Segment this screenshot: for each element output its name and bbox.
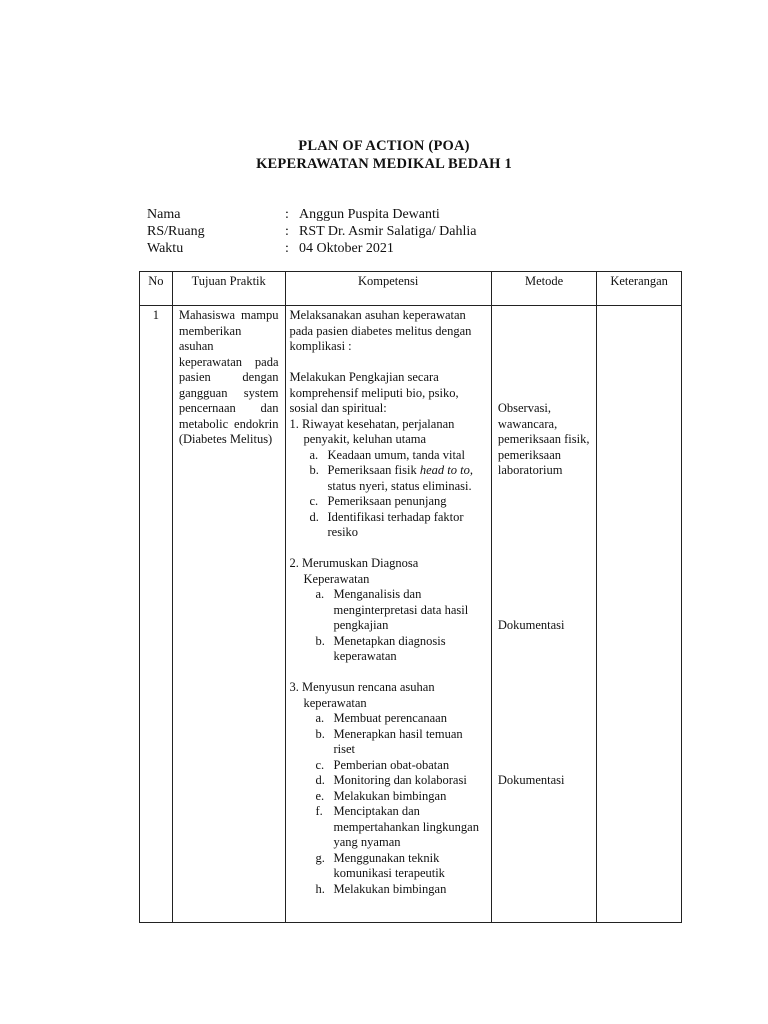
list-letter: a.: [309, 447, 319, 462]
list-text: Melakukan bimbingan: [333, 881, 447, 896]
list-letter: a.: [315, 711, 325, 725]
list-text: Menciptakan dan mempertahankan lingkungan yang nyaman: [333, 804, 479, 849]
list-letter: f.: [315, 804, 323, 818]
list-text: Menerapkan hasil temuan riset: [333, 726, 463, 756]
info-value: Anggun Puspita Dewanti: [299, 207, 440, 222]
info-row-waktu: [147, 240, 476, 257]
list-item: [316, 851, 487, 882]
metode-item: Dokumentasi: [497, 618, 565, 632]
list-letter: a.: [315, 587, 325, 601]
kompetensi-intro: Melaksanakan asuhan keperawatan pada pasien diabetes melitus dengan komplikasi :: [289, 308, 472, 353]
info-colon: :: [285, 224, 289, 239]
list-letter: c.: [309, 494, 319, 508]
list-letter: d.: [315, 773, 325, 787]
cell-tujuan: Mahasiswa mampu memberikan asuhan keperawatan pada pasien dengan gangguan system pencernaan dan metabolic endokrin (Diabetes Melitus): [172, 306, 285, 923]
list-item: [316, 773, 487, 789]
table-header-row: [140, 272, 682, 306]
table-row: [140, 306, 682, 923]
info-label: RS/Ruang: [147, 224, 205, 239]
cell-kompetensi: [285, 306, 491, 923]
cell-keterangan: [597, 306, 682, 923]
list-text: Menggunakan teknik komunikasi terapeutik: [333, 850, 445, 880]
item1-sublist: [290, 448, 487, 541]
list-text: Pemeriksaan penunjang: [327, 494, 447, 508]
list-letter: b.: [315, 633, 325, 648]
metode-item: Observasi, wawancara, pemeriksaan fisik, pemeriksaan laboratorium: [497, 401, 590, 477]
header-kompetensi: Kompetensi: [285, 272, 491, 306]
list-text: [328, 463, 487, 494]
list-text: Keadaan umum, tanda vital: [327, 447, 465, 462]
kompetensi-item-2: 2. Merumuskan Diagnosa Keperawatan: [289, 556, 419, 586]
cell-metode: [491, 306, 596, 923]
list-item: [310, 448, 487, 464]
info-value: RST Dr. Asmir Salatiga/ Dahlia: [299, 224, 477, 239]
list-text: Pemberian obat-obatan: [333, 757, 450, 772]
list-text-part: Pemeriksaan fisik: [327, 463, 420, 477]
header-metode: Metode: [491, 272, 596, 306]
metode-item: Dokumentasi: [497, 773, 565, 787]
list-text: Menetapkan diagnosis keperawatan: [333, 633, 446, 663]
list-text: Identifikasi terhadap faktor resiko: [327, 509, 464, 539]
header-tujuan: Tujuan Praktik: [172, 272, 285, 306]
info-colon: :: [285, 207, 289, 222]
list-text-italic: head to to,: [419, 463, 473, 477]
list-letter: d.: [309, 509, 319, 524]
info-label: Waktu: [147, 241, 184, 256]
cell-no: 1: [140, 306, 173, 923]
list-item: [316, 758, 487, 774]
list-letter: h.: [315, 881, 325, 896]
kompetensi-item-1: 1. Riwayat kesehatan, perjalanan penyakit, keluhan utama: [289, 416, 455, 446]
list-item: [316, 587, 487, 634]
list-item: [316, 804, 487, 851]
item2-sublist: [290, 587, 487, 665]
list-text-part: status nyeri, status eliminasi.: [327, 478, 472, 493]
list-text: Membuat perencanaan: [333, 711, 447, 725]
info-label: Nama: [147, 207, 181, 222]
list-item: [310, 463, 487, 494]
list-item: [310, 510, 487, 541]
list-text: Monitoring dan kolaborasi: [333, 773, 467, 787]
list-text: Melakukan bimbingan: [333, 788, 447, 803]
list-letter: c.: [315, 757, 325, 772]
list-item: [316, 882, 487, 898]
header-keterangan: Keterangan: [597, 272, 682, 306]
info-colon: :: [285, 241, 289, 256]
poa-table: [139, 271, 682, 923]
list-item: [316, 634, 487, 665]
info-value: 04 Oktober 2021: [299, 241, 394, 256]
list-letter: g.: [315, 850, 325, 865]
info-row-nama: [147, 206, 476, 223]
list-item: [316, 711, 487, 727]
document-subtitle: KEPERAWATAN MEDIKAL BEDAH 1: [256, 156, 512, 172]
info-block: [147, 206, 476, 257]
item3-sublist: [290, 711, 487, 897]
list-letter: b.: [309, 463, 319, 477]
kompetensi-item-3: 3. Menyusun rencana asuhan keperawatan: [289, 680, 435, 710]
list-letter: e.: [315, 788, 325, 803]
pengkajian-intro: Melakukan Pengkajian secara komprehensif meliputi bio, psiko, sosial dan spiritual:: [289, 370, 459, 415]
info-row-ruang: [147, 223, 476, 240]
list-item: [316, 789, 487, 805]
list-item: [316, 727, 487, 758]
list-text: Menganalisis dan menginterpretasi data hasil pengkajian: [333, 587, 469, 632]
header-no: No: [140, 272, 173, 306]
list-letter: b.: [315, 726, 325, 741]
list-item: [310, 494, 487, 510]
document-title: PLAN OF ACTION (POA): [298, 138, 470, 154]
